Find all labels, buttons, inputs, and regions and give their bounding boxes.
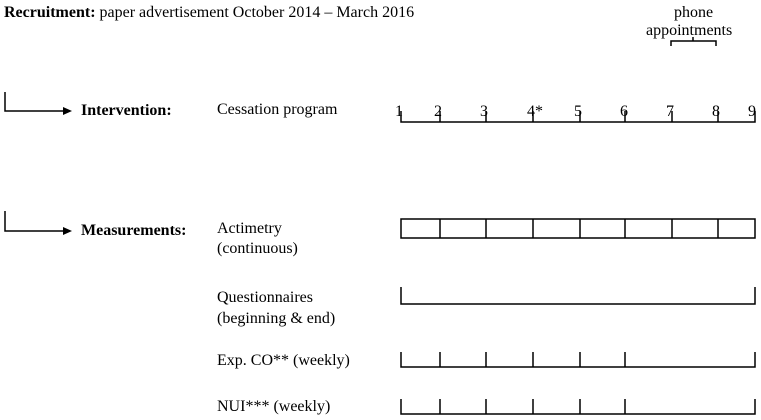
recruitment-label: Recruitment:: [4, 4, 96, 21]
week-label-8: 8: [712, 103, 720, 120]
nui-timeline: [401, 399, 755, 414]
intervention-arrowhead: [63, 107, 72, 115]
actimetry-week-dividers: [440, 219, 718, 238]
exp-co-timeline: [401, 352, 755, 367]
actimetry-sublabel: (continuous): [217, 240, 298, 257]
intervention-heading: Intervention:: [81, 102, 172, 119]
recruitment-text: paper advertisement October 2014 – March 2016: [99, 4, 415, 21]
week-label-2: 2: [434, 103, 442, 120]
phone-appointments-bracket: [671, 37, 716, 46]
week-label-6: 6: [620, 103, 628, 120]
questionnaires-sublabel: (beginning & end): [217, 310, 336, 327]
week-label-3: 3: [480, 103, 488, 120]
measurements-arrowhead: [63, 227, 72, 235]
cessation-program-label: Cessation program: [217, 101, 338, 118]
week-label-7: 7: [666, 103, 674, 120]
cessation-program-timeline: [401, 111, 755, 122]
nui-label: NUI*** (weekly): [217, 398, 331, 415]
actimetry-bar: [401, 219, 755, 238]
week-label-4: 4*: [527, 103, 543, 120]
exp-co-label: Exp. CO** (weekly): [217, 352, 350, 369]
week-label-5: 5: [574, 103, 582, 120]
intervention-arrow: [5, 92, 64, 111]
week-label-9: 9: [748, 103, 756, 120]
measurements-heading: Measurements:: [81, 222, 187, 239]
phone-note-line2: appointments: [646, 22, 733, 39]
week-label-1: 1: [395, 103, 403, 120]
measurements-arrow: [5, 211, 64, 231]
questionnaires-timeline: [401, 287, 755, 304]
actimetry-label: Actimetry: [217, 220, 282, 237]
questionnaires-label: Questionnaires: [217, 289, 313, 306]
phone-note-line1: phone: [674, 4, 714, 21]
